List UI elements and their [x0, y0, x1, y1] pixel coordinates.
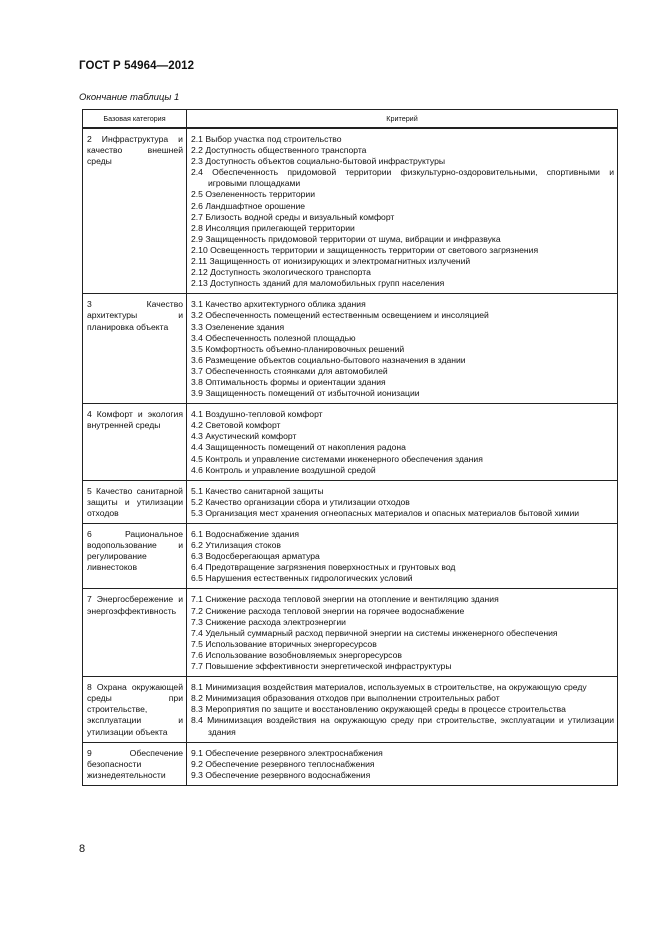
criterion-item: 3.8 Оптимальность формы и ориентации здания [191, 376, 386, 387]
criterion-item: 2.11 Защищенность от ионизирующих и электромагнитных излучений [191, 256, 471, 267]
category-cell: 5 Качество санитарной защиты и утилизации отходов [83, 480, 187, 523]
criteria-table [82, 109, 618, 786]
criteria-cell [187, 524, 618, 589]
criterion-item: 7.6 Использование возобновляемых энергоресурсов [191, 649, 402, 660]
criterion-item: 2.13 Доступность зданий для маломобильных групп населения [191, 278, 445, 289]
criterion-item: 2.12 Доступность экологического транспорта [191, 267, 371, 278]
criterion-item: 2.1 Выбор участка под строительство [191, 134, 342, 144]
table-row [83, 677, 618, 742]
criterion-item: 5.3 Организация мест хранения огнеопасных материалов и опасных материалов бытовой химии [191, 507, 580, 518]
table-row [83, 128, 618, 294]
criterion-item: 9.3 Обеспечение резервного водоснабжения [191, 769, 371, 780]
category-cell: 8 Охрана окружающей среды при строительстве, эксплуатации и утилизации объекта [83, 677, 187, 742]
criterion-item: 8.1 Минимизация воздействия материалов, используемых в строительстве, на окружающую среду [191, 682, 587, 693]
criterion-item: 5.1 Качество санитарной защиты [191, 485, 324, 496]
page-number: 8 [79, 843, 86, 855]
category-cell: 2 Инфраструктура и качество внешней среды [83, 128, 187, 294]
criterion-item: 3.3 Озеленение здания [191, 321, 285, 332]
criterion-item: 7.5 Использование вторичных энергоресурсов [191, 638, 377, 649]
criterion-item: 6.2 Утилизация стоков [191, 540, 281, 551]
criterion-item: 2.4 Обеспеченность придомовой территории физкультурно-оздоровительными, спортивными и игровыми площадками [191, 167, 614, 189]
criterion-item: 6.3 Водосберегающая арматура [191, 551, 320, 562]
criterion-item: 6.1 Водоснабжение здания [191, 529, 300, 539]
criterion-item: 3.1 Качество архитектурного облика здания [191, 299, 366, 310]
criteria-cell [187, 742, 618, 785]
criterion-item: 7.2 Снижение расхода тепловой энергии на горячее водоснабжение [191, 605, 465, 616]
criteria-cell [187, 404, 618, 481]
criterion-item: 9.1 Обеспечение резервного электроснабжения [191, 747, 383, 758]
criterion-item: 4.5 Контроль и управление системами инженерного обеспечения здания [191, 453, 483, 464]
criterion-item: 4.1 Воздушно-тепловой комфорт [191, 409, 323, 420]
table-row [83, 294, 618, 404]
category-cell: 3 Качество архитектуры и планировка объекта [83, 294, 187, 404]
category-cell: 9 Обеспечение безопасности жизнедеятельности [83, 742, 187, 785]
criterion-item: 3.9 Защищенность помещений от избыточной ионизации [191, 388, 420, 399]
criteria-cell [187, 480, 618, 523]
criteria-cell [187, 128, 618, 294]
criterion-item: 7.3 Снижение расхода электроэнергии [191, 616, 346, 627]
criteria-cell [187, 677, 618, 742]
criterion-item: 2.10 Освещенность территории и защищенность территории от светового загрязнения [191, 244, 539, 255]
criterion-item: 6.4 Предотвращение загрязнения поверхностных и грунтовых вод [191, 562, 456, 573]
criterion-item: 4.2 Световой комфорт [191, 420, 281, 431]
criterion-item: 3.6 Размещение объектов социально-бытового назначения в здании [191, 354, 466, 365]
table-row [83, 589, 618, 677]
criterion-item: 2.8 Инсоляция прилегающей территории [191, 222, 355, 233]
category-cell: 7 Энергосбережение и энергоэффективность [83, 589, 187, 677]
criterion-item: 3.2 Обеспеченность помещений естественным освещением и инсоляцией [191, 310, 489, 321]
criterion-item: 2.7 Близость водной среды и визуальный комфорт [191, 211, 395, 222]
column-header-category: Базовая категория [83, 110, 187, 129]
table-row [83, 480, 618, 523]
criteria-cell [187, 294, 618, 404]
criterion-item: 3.4 Обеспеченность полезной площадью [191, 332, 356, 343]
table-header-row [83, 110, 618, 129]
criterion-item: 9.2 Обеспечение резервного теплоснабжения [191, 758, 375, 769]
table-row [83, 524, 618, 589]
criterion-item: 4.6 Контроль и управление воздушной средой [191, 464, 376, 475]
table-row [83, 742, 618, 785]
table-caption: Окончание таблицы 1 [79, 92, 180, 103]
criterion-item: 2.9 Защищенность придомовой территории от шума, вибрации и инфразвука [191, 233, 501, 244]
category-cell: 4 Комфорт и экология внутренней среды [83, 404, 187, 481]
criterion-item: 6.5 Нарушения естественных гидрологических условий [191, 573, 413, 584]
category-cell: 6 Рациональное водопользование и регулирование ливнестоков [83, 524, 187, 589]
criterion-item: 5.2 Качество организации сбора и утилизации отходов [191, 496, 410, 507]
criterion-item: 4.4 Защищенность помещений от накопления радона [191, 442, 406, 453]
criterion-item: 2.3 Доступность объектов социально-бытовой инфраструктуры [191, 156, 446, 167]
table-row [83, 404, 618, 481]
criterion-item: 7.1 Снижение расхода тепловой энергии на отопление и вентиляцию здания [191, 594, 499, 605]
criterion-item: 3.5 Комфортность объемно-планировочных решений [191, 343, 405, 354]
criterion-item: 2.6 Ландшафтное орошение [191, 200, 306, 211]
criterion-item: 2.2 Доступность общественного транспорта [191, 145, 367, 156]
criterion-item: 8.3 Мероприятия по защите и восстановлению окружающей среды в процессе строительства [191, 704, 566, 715]
document-code: ГОСТ Р 54964—2012 [79, 60, 195, 72]
criterion-item: 8.4 Минимизация воздействия на окружающую среду при строительстве, эксплуатации и утилизации здания [191, 715, 614, 737]
column-header-criteria: Критерий [187, 110, 618, 129]
criterion-item: 7.7 Повышение эффективности энергетической инфраструктуры [191, 661, 452, 672]
criterion-item: 4.3 Акустический комфорт [191, 431, 297, 442]
criterion-item: 7.4 Удельный суммарный расход первичной энергии на системы инженерного обеспечения [191, 627, 558, 638]
criterion-item: 2.5 Озелененность территории [191, 189, 316, 200]
criteria-cell [187, 589, 618, 677]
criterion-item: 8.2 Минимизация образования отходов при выполнении строительных работ [191, 693, 500, 704]
criterion-item: 3.7 Обеспеченность стоянками для автомобилей [191, 365, 388, 376]
